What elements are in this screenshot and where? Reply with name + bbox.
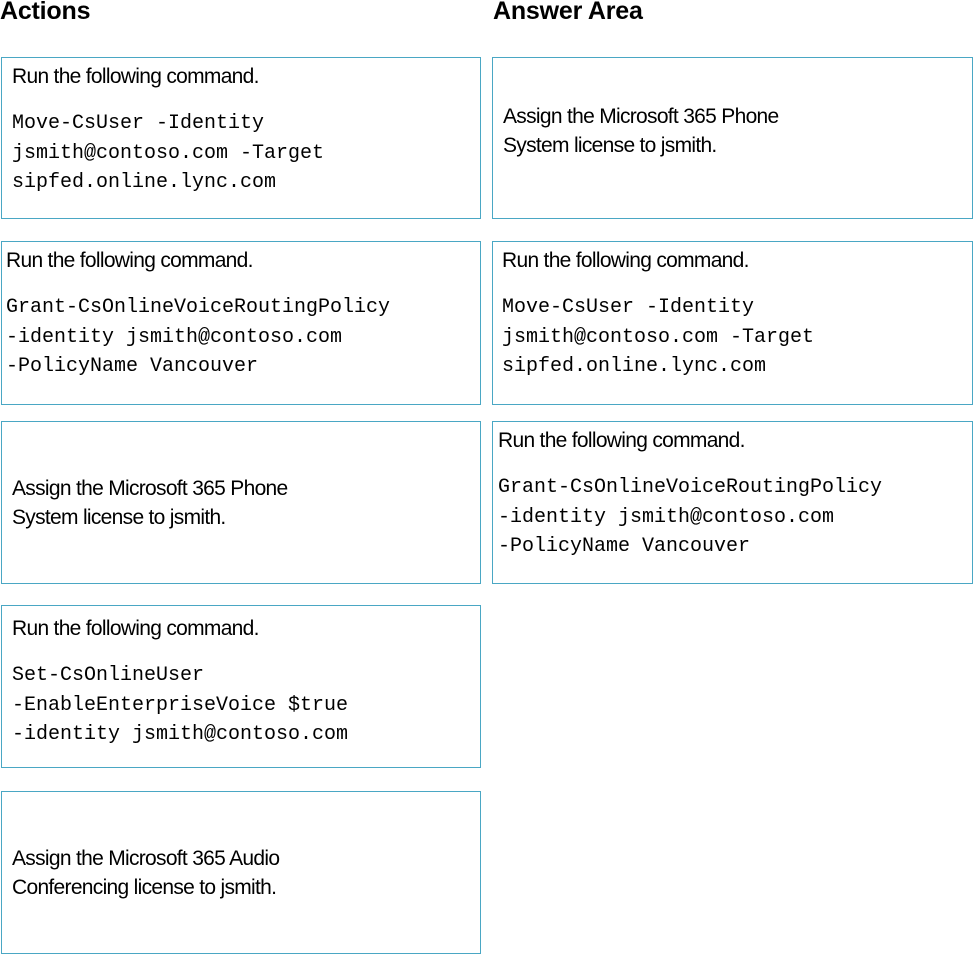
action-grant-voice-routing-policy-card[interactable] <box>1 241 481 405</box>
action-label: Run the following command. <box>6 249 253 272</box>
action-command: Set-CsOnlineUser -EnableEnterpriseVoice $true -identity jsmith@contoso.com <box>12 664 349 746</box>
answer-command: Move-CsUser -Identity jsmith@contoso.com -Target sipfed.online.lync.com <box>502 296 815 378</box>
action-label: Assign the Microsoft 365 Phone System license to jsmith. <box>12 476 288 529</box>
answer-assign-phone-system-license-card[interactable] <box>492 57 973 219</box>
answer-move-csuser-card[interactable] <box>492 241 973 405</box>
action-command: Move-CsUser -Identity jsmith@contoso.com -Target sipfed.online.lync.com <box>12 112 325 194</box>
answer-label: Run the following command. <box>498 429 745 452</box>
action-label: Run the following command. <box>12 65 259 88</box>
action-assign-audio-conferencing-license-card[interactable] <box>1 791 481 954</box>
answer-command: Grant-CsOnlineVoiceRoutingPolicy -identity jsmith@contoso.com -PolicyName Vancouver <box>498 476 883 558</box>
answer-label: Run the following command. <box>502 249 749 272</box>
action-set-csonlineuser-card[interactable] <box>1 605 481 768</box>
action-assign-phone-system-license-card[interactable] <box>1 421 481 584</box>
answer-label: Assign the Microsoft 365 Phone System license to jsmith. <box>503 105 779 157</box>
action-command: Grant-CsOnlineVoiceRoutingPolicy -identity jsmith@contoso.com -PolicyName Vancouver <box>6 296 391 378</box>
answer-grant-voice-routing-policy-card[interactable] <box>492 421 973 584</box>
actions-heading: Actions <box>0 0 91 25</box>
action-label: Run the following command. <box>12 617 259 640</box>
action-move-csuser-card[interactable] <box>1 57 481 219</box>
answer-area-heading: Answer Area <box>493 0 643 25</box>
action-label: Assign the Microsoft 365 Audio Conferencing license to jsmith. <box>12 846 280 899</box>
